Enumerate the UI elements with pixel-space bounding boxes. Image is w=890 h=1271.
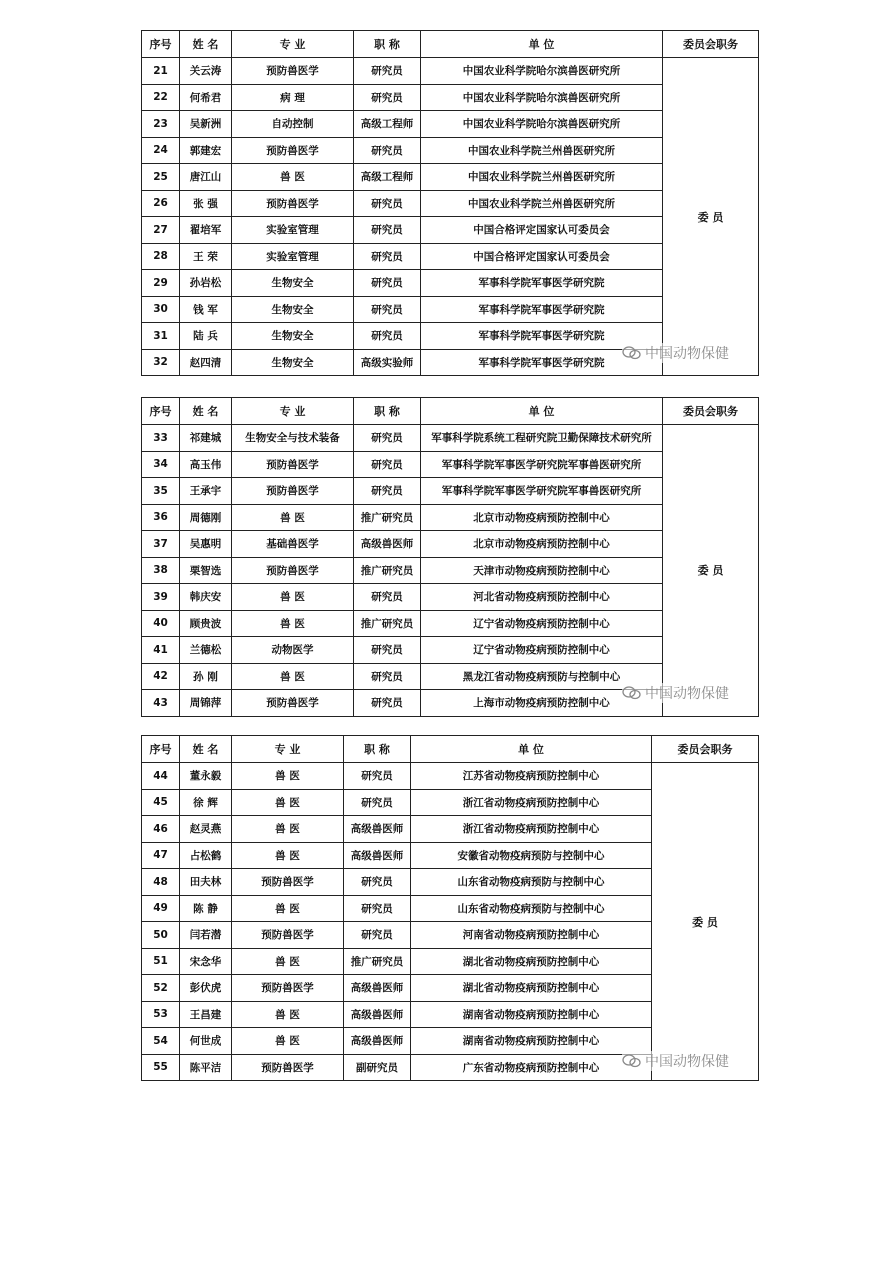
cell-name: 陆 兵 [180,323,232,350]
cell-unit: 广东省动物疫病预防控制中心 [411,1054,652,1081]
cell-unit: 山东省动物疫病预防与控制中心 [411,895,652,922]
cell-name: 吴惠明 [180,531,232,558]
header-seq: 序号 [142,398,180,425]
cell-major: 兽 医 [232,895,344,922]
cell-name: 顾贵波 [180,610,232,637]
cell-unit: 辽宁省动物疫病预防控制中心 [421,637,663,664]
cell-name: 宋念华 [180,948,232,975]
header-major: 专 业 [232,736,344,763]
committee-role: 委 员 [663,425,759,717]
cell-title: 研究员 [354,584,421,611]
cell-unit: 军事科学院军事医学研究院 [421,323,663,350]
cell-unit: 浙江省动物疫病预防控制中心 [411,789,652,816]
cell-seq: 28 [142,243,180,270]
cell-major: 兽 医 [232,763,344,790]
wechat-icon [622,686,642,700]
cell-major: 兽 医 [232,610,354,637]
header-role: 委员会职务 [663,398,759,425]
header-row [142,31,759,58]
cell-major: 兽 医 [232,948,344,975]
cell-major: 兽 医 [232,1028,344,1055]
header-unit: 单 位 [421,31,663,58]
cell-unit: 浙江省动物疫病预防控制中心 [411,816,652,843]
cell-unit: 军事科学院军事医学研究院军事兽医研究所 [421,478,663,505]
cell-title: 研究员 [354,58,421,85]
cell-unit: 北京市动物疫病预防控制中心 [421,504,663,531]
cell-name: 占松鹤 [180,842,232,869]
cell-unit: 湖南省动物疫病预防控制中心 [411,1001,652,1028]
cell-seq: 45 [142,789,180,816]
cell-unit: 北京市动物疫病预防控制中心 [421,531,663,558]
cell-major: 兽 医 [232,504,354,531]
cell-title: 推广研究员 [354,557,421,584]
cell-unit: 中国农业科学院哈尔滨兽医研究所 [421,111,663,138]
cell-name: 王承宇 [180,478,232,505]
header-role: 委员会职务 [652,736,759,763]
cell-name: 赵灵燕 [180,816,232,843]
cell-title: 高级兽医师 [344,842,411,869]
cell-title: 研究员 [354,296,421,323]
cell-unit: 中国合格评定国家认可委员会 [421,243,663,270]
cell-title: 研究员 [354,137,421,164]
cell-name: 韩庆安 [180,584,232,611]
cell-seq: 24 [142,137,180,164]
cell-seq: 46 [142,816,180,843]
cell-title: 推广研究员 [344,948,411,975]
cell-major: 兽 医 [232,663,354,690]
cell-title: 研究员 [354,663,421,690]
header-seq: 序号 [142,736,180,763]
cell-name: 何希君 [180,84,232,111]
cell-unit: 黑龙江省动物疫病预防与控制中心 [421,663,663,690]
cell-major: 预防兽医学 [232,869,344,896]
cell-unit: 中国农业科学院兰州兽医研究所 [421,190,663,217]
cell-title: 高级兽医师 [344,1028,411,1055]
cell-title: 研究员 [354,84,421,111]
cell-unit: 中国农业科学院哈尔滨兽医研究所 [421,58,663,85]
cell-major: 自动控制 [232,111,354,138]
cell-seq: 37 [142,531,180,558]
watermark [622,1051,729,1071]
cell-title: 研究员 [354,323,421,350]
header-seq: 序号 [142,31,180,58]
cell-seq: 43 [142,690,180,717]
cell-seq: 49 [142,895,180,922]
cell-major: 兽 医 [232,789,344,816]
header-name: 姓 名 [180,736,232,763]
header-major: 专 业 [232,398,354,425]
cell-title: 高级兽医师 [344,975,411,1002]
cell-major: 兽 医 [232,842,344,869]
cell-major: 预防兽医学 [232,451,354,478]
cell-title: 高级兽医师 [344,1001,411,1028]
cell-name: 张 强 [180,190,232,217]
cell-name: 何世成 [180,1028,232,1055]
cell-major: 实验室管理 [232,243,354,270]
header-role: 委员会职务 [663,31,759,58]
cell-title: 研究员 [344,895,411,922]
cell-seq: 21 [142,58,180,85]
cell-major: 兽 医 [232,1001,344,1028]
cell-name: 赵四清 [180,349,232,376]
cell-unit: 军事科学院军事医学研究院 [421,270,663,297]
cell-name: 王 荣 [180,243,232,270]
cell-seq: 38 [142,557,180,584]
cell-name: 钱 军 [180,296,232,323]
table-row [142,58,759,85]
cell-name: 董永毅 [180,763,232,790]
cell-unit: 山东省动物疫病预防与控制中心 [411,869,652,896]
cell-major: 兽 医 [232,584,354,611]
cell-unit: 中国农业科学院哈尔滨兽医研究所 [421,84,663,111]
cell-name: 孙岩松 [180,270,232,297]
cell-name: 唐江山 [180,164,232,191]
cell-name: 兰德松 [180,637,232,664]
cell-title: 高级兽医师 [344,816,411,843]
cell-title: 研究员 [354,217,421,244]
watermark [622,343,729,363]
cell-major: 病 理 [232,84,354,111]
cell-seq: 40 [142,610,180,637]
cell-major: 基础兽医学 [232,531,354,558]
cell-unit: 安徽省动物疫病预防与控制中心 [411,842,652,869]
cell-unit: 河北省动物疫病预防控制中心 [421,584,663,611]
cell-major: 预防兽医学 [232,478,354,505]
member-table-3 [141,735,759,1081]
cell-name: 郭建宏 [180,137,232,164]
cell-title: 研究员 [354,190,421,217]
cell-seq: 35 [142,478,180,505]
header-unit: 单 位 [411,736,652,763]
cell-major: 兽 医 [232,164,354,191]
wechat-icon [622,346,642,360]
cell-unit: 河南省动物疫病预防控制中心 [411,922,652,949]
cell-seq: 54 [142,1028,180,1055]
cell-major: 生物安全 [232,296,354,323]
cell-name: 关云涛 [180,58,232,85]
cell-unit: 湖北省动物疫病预防控制中心 [411,975,652,1002]
cell-major: 兽 医 [232,816,344,843]
cell-seq: 31 [142,323,180,350]
table-row [142,763,759,790]
table-body [142,425,759,717]
cell-title: 高级工程师 [354,164,421,191]
table-body [142,58,759,376]
cell-major: 生物安全 [232,270,354,297]
cell-seq: 53 [142,1001,180,1028]
cell-name: 陈 静 [180,895,232,922]
cell-name: 陈平洁 [180,1054,232,1081]
cell-unit: 军事科学院军事医学研究院军事兽医研究所 [421,451,663,478]
cell-major: 动物医学 [232,637,354,664]
cell-seq: 55 [142,1054,180,1081]
cell-unit: 中国农业科学院兰州兽医研究所 [421,164,663,191]
header-name: 姓 名 [180,31,232,58]
cell-seq: 22 [142,84,180,111]
cell-title: 研究员 [344,763,411,790]
cell-title: 研究员 [354,451,421,478]
cell-title: 研究员 [354,690,421,717]
committee-role: 委 员 [652,763,759,1081]
cell-seq: 27 [142,217,180,244]
table-row [142,425,759,452]
header-name: 姓 名 [180,398,232,425]
cell-title: 研究员 [354,270,421,297]
cell-major: 生物安全 [232,323,354,350]
header-title: 职 称 [354,31,421,58]
cell-name: 周锦萍 [180,690,232,717]
cell-major: 预防兽医学 [232,58,354,85]
cell-unit: 江苏省动物疫病预防控制中心 [411,763,652,790]
cell-seq: 36 [142,504,180,531]
cell-unit: 中国合格评定国家认可委员会 [421,217,663,244]
cell-title: 研究员 [344,922,411,949]
member-table-2 [141,397,759,717]
cell-title: 研究员 [354,478,421,505]
watermark-text: 中国动物保健 [645,686,729,702]
cell-title: 研究员 [344,789,411,816]
cell-major: 实验室管理 [232,217,354,244]
header-title: 职 称 [354,398,421,425]
cell-seq: 51 [142,948,180,975]
cell-name: 闫若潜 [180,922,232,949]
cell-name: 徐 辉 [180,789,232,816]
header-title: 职 称 [344,736,411,763]
cell-title: 高级实验师 [354,349,421,376]
cell-major: 预防兽医学 [232,190,354,217]
cell-name: 栗智选 [180,557,232,584]
cell-seq: 25 [142,164,180,191]
cell-name: 彭伏虎 [180,975,232,1002]
cell-seq: 50 [142,922,180,949]
cell-name: 翟培军 [180,217,232,244]
cell-unit: 中国农业科学院兰州兽医研究所 [421,137,663,164]
cell-unit: 湖北省动物疫病预防控制中心 [411,948,652,975]
cell-major: 预防兽医学 [232,690,354,717]
cell-major: 预防兽医学 [232,1054,344,1081]
table-body [142,763,759,1081]
cell-seq: 48 [142,869,180,896]
cell-name: 周德刚 [180,504,232,531]
cell-seq: 41 [142,637,180,664]
cell-seq: 23 [142,111,180,138]
header-row [142,398,759,425]
cell-major: 生物安全与技术装备 [232,425,354,452]
committee-role: 委 员 [663,58,759,376]
cell-name: 孙 刚 [180,663,232,690]
cell-title: 研究员 [354,425,421,452]
member-table-1 [141,30,759,376]
cell-title: 高级兽医师 [354,531,421,558]
cell-unit: 军事科学院军事医学研究院 [421,349,663,376]
watermark [622,683,729,703]
watermark-text: 中国动物保健 [645,346,729,362]
cell-seq: 33 [142,425,180,452]
cell-unit: 军事科学院系统工程研究院卫勤保障技术研究所 [421,425,663,452]
cell-unit: 辽宁省动物疫病预防控制中心 [421,610,663,637]
cell-title: 研究员 [344,869,411,896]
cell-name: 吴新洲 [180,111,232,138]
watermark-text: 中国动物保健 [645,1054,729,1070]
cell-seq: 42 [142,663,180,690]
cell-seq: 52 [142,975,180,1002]
cell-major: 生物安全 [232,349,354,376]
cell-name: 高玉伟 [180,451,232,478]
cell-name: 祁建城 [180,425,232,452]
cell-seq: 34 [142,451,180,478]
cell-unit: 上海市动物疫病预防控制中心 [421,690,663,717]
cell-seq: 30 [142,296,180,323]
cell-major: 预防兽医学 [232,557,354,584]
cell-major: 预防兽医学 [232,975,344,1002]
cell-major: 预防兽医学 [232,137,354,164]
cell-title: 副研究员 [344,1054,411,1081]
cell-unit: 天津市动物疫病预防控制中心 [421,557,663,584]
cell-seq: 47 [142,842,180,869]
header-major: 专 业 [232,31,354,58]
cell-title: 高级工程师 [354,111,421,138]
cell-seq: 26 [142,190,180,217]
cell-unit: 湖南省动物疫病预防控制中心 [411,1028,652,1055]
cell-name: 王昌建 [180,1001,232,1028]
cell-seq: 32 [142,349,180,376]
cell-title: 研究员 [354,243,421,270]
header-unit: 单 位 [421,398,663,425]
cell-title: 推广研究员 [354,504,421,531]
cell-name: 田夫林 [180,869,232,896]
cell-seq: 44 [142,763,180,790]
cell-title: 研究员 [354,637,421,664]
cell-unit: 军事科学院军事医学研究院 [421,296,663,323]
cell-major: 预防兽医学 [232,922,344,949]
cell-seq: 39 [142,584,180,611]
wechat-icon [622,1054,642,1068]
header-row [142,736,759,763]
cell-seq: 29 [142,270,180,297]
cell-title: 推广研究员 [354,610,421,637]
